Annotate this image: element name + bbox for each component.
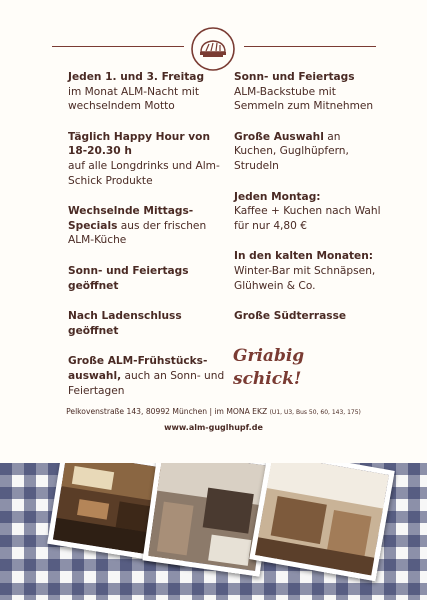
- right-item-1: [234, 70, 384, 114]
- item-title: Sonn- und Feiertags geöffnet: [68, 264, 189, 292]
- item-text: an Kuchen, Guglhüpfern, Strudeln: [234, 130, 349, 172]
- right-column: [234, 70, 384, 340]
- slogan: [233, 345, 304, 391]
- left-item-6: [68, 354, 228, 398]
- left-column: [68, 70, 228, 414]
- item-title: In den kalten Monaten:: [234, 250, 374, 263]
- item-text: im Monat ALM-Nacht mit wechselndem Motto: [68, 85, 199, 113]
- item-title: Große Südterrasse: [234, 310, 347, 323]
- item-text: auch an Sonn- und Feiertagen: [68, 369, 225, 397]
- bread-loaf-icon: [190, 26, 236, 72]
- left-item-1: [68, 70, 228, 114]
- item-title: Jeden Montag:: [234, 190, 321, 203]
- item-text: ALM-Backstube mit Semmeln zum Mitnehmen: [234, 85, 374, 113]
- right-item-2: [234, 130, 384, 174]
- item-text: Winter-Bar mit Schnäpsen, Glühwein & Co.: [234, 264, 376, 292]
- item-text: auf alle Longdrinks und Alm-Schick Produkte: [68, 159, 220, 187]
- photo-interior-3: [249, 463, 395, 581]
- item-title: Täglich Happy Hour von 18-20.30 h: [68, 130, 210, 158]
- item-title: Wechselnde Mittags-Specials: [68, 205, 194, 232]
- item-text: aus der frischen ALM-Küche: [68, 219, 207, 247]
- slogan-line-2: schick!: [233, 369, 302, 389]
- left-item-4: [68, 264, 228, 293]
- right-item-5: [234, 309, 384, 324]
- left-item-2: [68, 130, 228, 188]
- header-divider-right: [244, 46, 376, 47]
- left-item-3: [68, 204, 228, 248]
- left-item-5: [68, 309, 228, 338]
- address: [0, 407, 427, 416]
- item-title: Nach Ladenschluss geöffnet: [68, 310, 182, 337]
- right-item-3: [234, 190, 384, 234]
- gingham-tablecloth: [0, 463, 427, 600]
- right-item-4: [234, 249, 384, 293]
- address-main: Pelkovenstraße 143, 80992 München | im MONA EKZ: [66, 407, 268, 416]
- item-title: Jeden 1. und 3. Freitag: [68, 71, 205, 83]
- website-link[interactable]: www.alm-guglhupf.de: [164, 423, 263, 432]
- slogan-line-1: Griabig: [233, 346, 305, 366]
- item-text: Kaffee + Kuchen nach Wahl für nur 4,80 €: [234, 205, 381, 232]
- address-transit: (U1, U3, Bus 50, 60, 143, 175): [269, 409, 361, 416]
- item-title: Große Auswahl: [234, 130, 324, 143]
- item-title: Sonn- und Feiertags: [234, 71, 355, 83]
- photo-interior-3-image: [255, 463, 389, 575]
- header-divider-left: [52, 46, 184, 47]
- item-title: Große ALM-Frühstücks-auswahl,: [68, 355, 208, 382]
